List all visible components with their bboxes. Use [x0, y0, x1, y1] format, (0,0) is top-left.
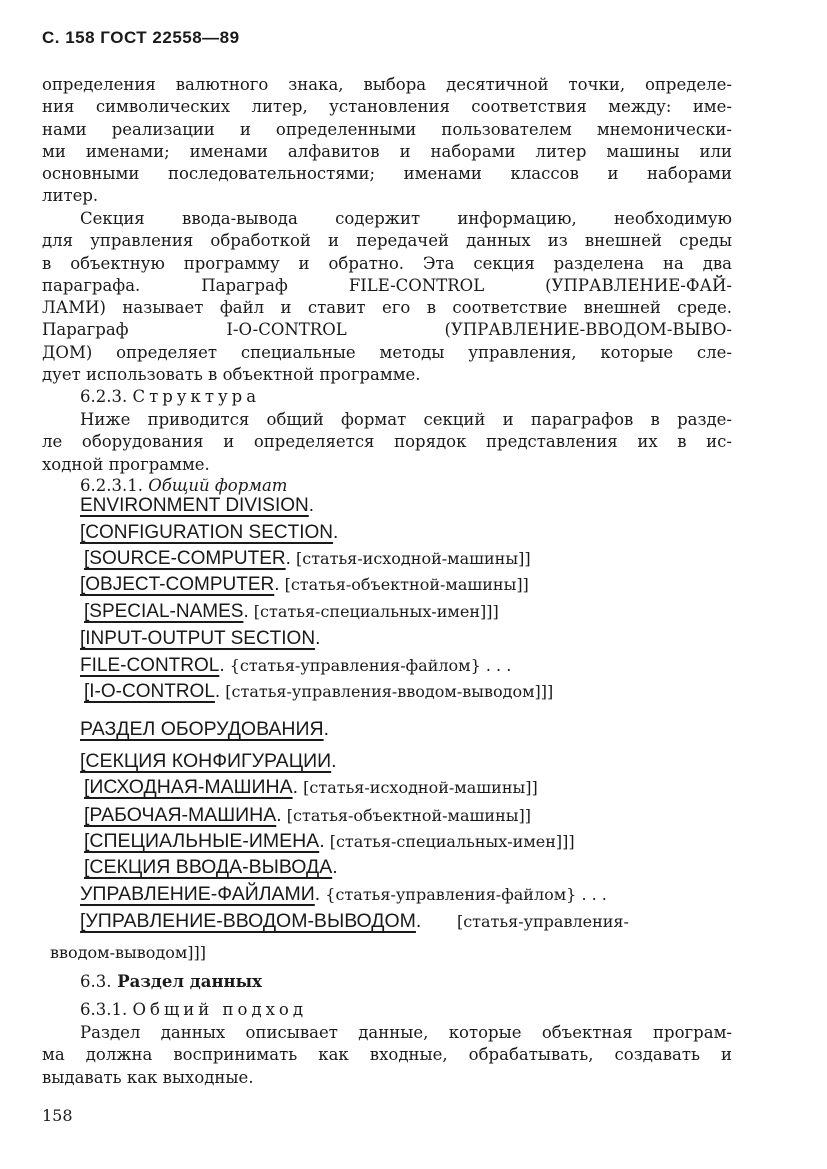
text-line: Раздел данных описывает данные, которые объектная програм- — [80, 1023, 732, 1042]
heading-6-3 — [80, 972, 262, 991]
format-period: . — [219, 655, 225, 676]
format-period: . — [285, 548, 291, 569]
heading-6-2-3-1 — [80, 476, 287, 495]
format-clause: [статья-управления- — [421, 912, 629, 931]
format-period: . — [323, 718, 330, 740]
format-clause: [статья-исходной-машины]] — [290, 549, 531, 568]
format-line — [80, 910, 629, 933]
text-line: основными последовательностями; именами классов и наборами — [42, 164, 732, 184]
format-keyword: [INPUT-OUTPUT SECTION — [80, 628, 316, 649]
heading-number: 6.3.1. — [80, 1000, 128, 1019]
format-period: . — [332, 856, 338, 878]
format-keyword: УПРАВЛЕНИЕ-ФАЙЛАМИ — [80, 883, 315, 905]
heading-number: 6.2.3.1. — [80, 476, 143, 495]
format-clause: {статья-управления-файлом} . . . — [224, 656, 512, 675]
format-period: . — [292, 776, 299, 798]
format-line — [84, 856, 338, 879]
format-period: . — [314, 883, 321, 905]
heading-text: Общий формат — [148, 476, 288, 495]
format-line — [80, 883, 607, 906]
paragraph-data-division — [42, 1022, 732, 1089]
format-clause: [статья-объектной-машины]] — [281, 806, 531, 825]
format-period: . — [308, 495, 315, 516]
text-line: ходной программе. — [42, 454, 210, 474]
format-keyword: [SOURCE-COMPUTER — [84, 548, 286, 569]
format-clause: [статья-специальных-имен]]] — [324, 832, 575, 851]
paragraph-intro — [42, 74, 732, 208]
text-line: параграфа. Параграф FILE-CONTROL (УПРАВЛЕНИЕ-ФАЙ- — [42, 275, 732, 295]
format-period: . — [332, 522, 339, 543]
format-clause: [статья-объектной-машины]] — [279, 575, 529, 594]
paragraph-format-intro — [42, 409, 732, 476]
format-period: . — [243, 601, 249, 622]
format-russian-wrap-line: вводом-выводом]]] — [50, 943, 207, 962]
heading-number: 6.3. — [80, 972, 112, 991]
format-line — [84, 776, 538, 799]
format-clause: [статья-специальных-имен]]] — [248, 602, 499, 621]
format-period: . — [315, 628, 321, 649]
format-keyword: [РАБОЧАЯ-МАШИНА — [84, 804, 277, 826]
format-line — [84, 804, 531, 827]
format-period: . — [415, 910, 422, 932]
heading-6-2-3 — [80, 387, 260, 406]
format-keyword: [СЕКЦИЯ ВВОДА-ВЫВОДА — [84, 856, 333, 878]
text-line: ма должна воспринимать как входные, обрабатывать, создавать и — [42, 1045, 732, 1065]
format-line — [84, 548, 531, 570]
format-clause: [статья-управления-вводом-выводом]]] — [220, 682, 554, 701]
text-line: дует использовать в объектной программе. — [42, 365, 421, 385]
text-line: литер. — [42, 186, 99, 206]
text-line: ДОМ) определяет специальные методы управления, которые сле- — [42, 342, 732, 362]
format-keyword: [СЕКЦИЯ КОНФИГУРАЦИИ — [80, 750, 332, 772]
heading-number: 6.2.3. — [80, 387, 128, 406]
page-number: 158 — [42, 1106, 73, 1125]
format-line — [80, 628, 320, 650]
heading-6-3-1 — [80, 1000, 307, 1019]
format-keyword: [ИСХОДНАЯ-МАШИНА — [84, 776, 293, 798]
text-line: ле оборудования и определяется порядок представления их в ис- — [42, 432, 732, 452]
format-period: . — [319, 830, 325, 852]
text-line: нами реализации и определенными пользователем мнемоничeски- — [42, 119, 732, 139]
format-line — [84, 830, 575, 853]
heading-text: Структура — [132, 387, 261, 406]
format-period: . — [331, 750, 337, 772]
format-keyword: РАЗДЕЛ ОБОРУДОВАНИЯ — [80, 718, 324, 740]
page-header: С. 158 ГОСТ 22558—89 — [42, 28, 240, 47]
format-clause: [статья-исходной-машины]] — [298, 778, 538, 797]
text-line: Секция ввода-вывода содержит информацию, необходимую — [80, 209, 732, 228]
format-line — [80, 574, 529, 596]
paragraph-io-section — [42, 208, 732, 386]
text-line: в объектную программу и обратно. Эта секция разделена на два — [42, 253, 732, 273]
format-keyword: ENVIRONMENT DIVISION — [80, 495, 309, 516]
format-line — [84, 601, 499, 623]
heading-text: Общий подход — [132, 1000, 308, 1019]
format-line — [84, 681, 553, 703]
text-line: выдавать как выходные. — [42, 1067, 254, 1087]
format-keyword: [SPECIAL-NAMES — [84, 601, 244, 622]
text-line: Параграф I-O-CONTROL (УПРАВЛЕНИЕ-ВВОДОМ-ВЫВО- — [42, 320, 732, 340]
text-line: ЛАМИ) называет файл и ставит его в соответствие внешней среде. — [42, 298, 732, 318]
format-keyword: [OBJECT-COMPUTER — [80, 574, 275, 595]
format-keyword: [CONFIGURATION SECTION — [80, 522, 333, 543]
text-line: ния символических литер, установления соответствия между: име- — [42, 97, 732, 117]
format-keyword: [УПРАВЛЕНИЕ-ВВОДОМ-ВЫВОДОМ — [80, 910, 416, 932]
text-line: определения валютного знака, выбора десятичной точки, определе- — [42, 75, 732, 94]
format-line — [80, 750, 337, 773]
heading-text: Раздел данных — [117, 972, 262, 991]
text-line: для управления обработкой и передачей данных из внешней среды — [42, 231, 732, 251]
format-keyword: [СПЕЦИАЛЬНЫЕ-ИМЕНА — [84, 830, 320, 852]
text-line: Ниже приводится общий формат секций и параграфов в разде- — [80, 410, 732, 429]
format-keyword: FILE-CONTROL — [80, 655, 220, 676]
format-line — [80, 718, 329, 741]
format-line — [80, 495, 314, 517]
format-keyword: [I-O-CONTROL — [84, 681, 215, 702]
text-line: ми именами; именами алфавитов и наборами литер машины или — [42, 141, 732, 161]
format-period: . — [214, 681, 221, 702]
format-period: . — [276, 804, 282, 826]
format-clause: {статья-управления-файлом} . . . — [320, 885, 607, 904]
format-line — [80, 655, 511, 677]
format-line — [80, 522, 338, 544]
format-period: . — [274, 574, 280, 595]
